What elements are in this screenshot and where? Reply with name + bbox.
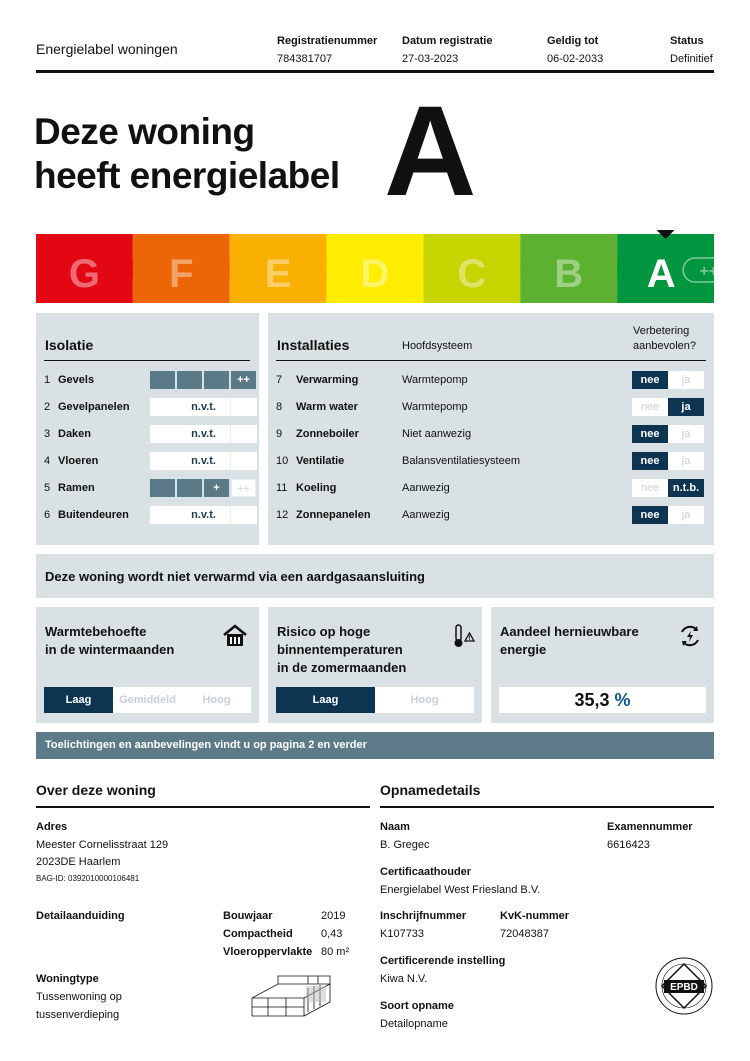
row-number: 4 <box>44 455 51 467</box>
isolatie-panel <box>36 313 259 545</box>
woningtype-label: Woningtype <box>36 973 99 985</box>
warmtebehoefte-title <box>45 623 174 659</box>
option-nee: nee <box>632 506 668 524</box>
warmte-option-laag: Laag <box>44 687 113 713</box>
warmte-option-hoog: Hoog <box>182 687 251 713</box>
row-number: 8 <box>276 401 283 413</box>
rating-nvt: n.v.t. <box>150 452 257 470</box>
risico-option-hoog: Hoog <box>375 687 474 713</box>
registratienummer-label: Registratienummer <box>277 35 378 47</box>
option-nee: nee <box>632 452 668 470</box>
woningtype-line1: Tussenwoning op <box>36 991 122 1003</box>
installatie-row <box>276 425 706 443</box>
installatie-row <box>276 506 706 524</box>
verbetering-toggle <box>632 425 704 443</box>
examennummer-label: Examennummer <box>607 821 693 833</box>
rating-nvt: n.v.t. <box>150 398 257 416</box>
woning-title: Over deze woning <box>36 782 156 798</box>
certificerende-instelling-label: Certificerende instelling <box>380 955 506 967</box>
verbetering-line2: aanbevolen? <box>633 340 697 352</box>
gas-note-panel <box>36 554 714 598</box>
hernieuwbaar-unit: % <box>614 690 631 710</box>
option-nee: nee <box>632 398 668 416</box>
isolatie-rule <box>44 360 250 361</box>
datum-value: 27-03-2023 <box>402 53 459 65</box>
headline-line1: Deze woning <box>34 111 255 152</box>
option-nee: nee <box>632 371 668 389</box>
option-ja: ja <box>668 452 704 470</box>
row-label: Buitendeuren <box>58 509 129 521</box>
installatie-row <box>276 371 706 389</box>
risico-title <box>277 623 406 677</box>
rating-cell <box>177 371 202 389</box>
kvk-label: KvK-nummer <box>500 910 570 922</box>
installaties-rule <box>276 360 706 361</box>
headline <box>34 110 340 198</box>
option-nee: nee <box>632 425 668 443</box>
svg-text:!: ! <box>468 636 471 642</box>
warmtebehoefte-line2: in de wintermaanden <box>45 642 175 657</box>
hernieuwbaar-value: 35,3 <box>574 690 610 710</box>
rating-cell-ghost: ++ <box>231 479 256 497</box>
certificaathouder-value: Energielabel West Friesland B.V. <box>380 884 541 896</box>
energy-class-d-letter: D <box>360 252 390 296</box>
inschrijfnummer-value: K107733 <box>380 928 425 940</box>
compactheid-value: 0,43 <box>321 928 343 940</box>
naam-label: Naam <box>380 821 410 833</box>
vloeroppervlakte-value: 80 m² <box>321 946 350 958</box>
energy-class-f-letter: F <box>169 252 194 296</box>
row-label: Warm water <box>296 401 358 413</box>
option-ja: ja <box>668 425 704 443</box>
verbetering-toggle <box>632 479 704 497</box>
epbd-logo <box>654 956 714 1016</box>
installatie-row <box>276 452 706 470</box>
status-value: Definitief <box>670 53 713 65</box>
woningtype-line2: tussenverdieping <box>36 1009 120 1021</box>
naam-value: B. Gregec <box>380 839 430 851</box>
detail-label: Detailaanduiding <box>36 910 125 922</box>
plus-rating-text: ++++ <box>699 263 737 280</box>
isolatie-row <box>44 452 254 470</box>
bouwjaar-value: 2019 <box>321 910 346 922</box>
row-number: 10 <box>276 455 289 467</box>
hernieuwbaar-title <box>500 623 639 659</box>
risico-panel <box>268 607 482 723</box>
row-label: Gevels <box>58 374 95 386</box>
document-title: Energielabel woningen <box>36 41 178 57</box>
kvk-value: 72048387 <box>500 928 549 940</box>
row-number: 1 <box>44 374 51 386</box>
rating-cell <box>150 371 175 389</box>
soort-opname-value: Detailopname <box>380 1018 448 1030</box>
hernieuwbaar-panel <box>491 607 714 723</box>
verbetering-line1: Verbetering <box>633 325 690 337</box>
geldig-value: 06-02-2033 <box>547 53 604 65</box>
rating-cells <box>150 479 256 497</box>
row-number: 6 <box>44 509 51 521</box>
woning-rule <box>36 806 370 808</box>
verbetering-toggle <box>632 398 704 416</box>
warmte-option-gemiddeld: Gemiddeld <box>113 687 182 713</box>
isolatie-title: Isolatie <box>45 337 94 353</box>
energy-class-a-letter: A <box>646 252 676 296</box>
bouwjaar-label: Bouwjaar <box>223 910 273 922</box>
row-label: Ramen <box>58 482 95 494</box>
isolatie-row <box>44 371 254 389</box>
status-label: Status <box>670 35 704 47</box>
verbetering-header <box>633 324 696 354</box>
geldig-label: Geldig tot <box>547 35 599 47</box>
inschrijfnummer-label: Inschrijfnummer <box>380 910 467 922</box>
warmtebehoefte-scale <box>44 687 251 713</box>
option-ja: n.t.b. <box>668 479 704 497</box>
hoofdsysteem-header: Hoofdsysteem <box>402 340 473 352</box>
renewable-energy-icon <box>677 623 703 649</box>
row-label: Zonnepanelen <box>296 509 371 521</box>
row-number: 11 <box>276 482 288 494</box>
warmtebehoefte-line1: Warmtebehoefte <box>45 624 147 639</box>
gas-note-text: Deze woning wordt niet verwarmd via een aardgasaansluiting <box>45 569 425 584</box>
row-system: Warmtepomp <box>402 401 468 413</box>
option-ja: ja <box>668 398 704 416</box>
adres-line1: Meester Cornelisstraat 129 <box>36 839 169 851</box>
isolatie-row <box>44 479 254 497</box>
installaties-panel <box>268 313 714 545</box>
rating-cell-value: ++ <box>231 371 256 389</box>
headline-line2: heeft energielabel <box>34 155 340 196</box>
risico-option-laag: Laag <box>276 687 375 713</box>
bag-id: BAG-ID: 0392010000106481 <box>36 874 140 883</box>
rating-cell <box>204 371 229 389</box>
option-ja: ja <box>668 506 704 524</box>
row-label: Vloeren <box>58 455 99 467</box>
energy-class-b-letter: B <box>554 252 584 296</box>
rating-cell <box>150 479 175 497</box>
opname-title: Opnamedetails <box>380 782 481 798</box>
header-rule <box>36 70 714 73</box>
hernieuwbaar-line2: energie <box>500 642 547 657</box>
row-label: Daken <box>58 428 92 440</box>
registratienummer-value: 784381707 <box>277 53 333 65</box>
datum-registratie <box>402 35 492 65</box>
certificaathouder-label: Certificaathouder <box>380 866 472 878</box>
row-label: Zonneboiler <box>296 428 359 440</box>
row-system: Aanwezig <box>402 482 450 494</box>
isolatie-row <box>44 398 254 416</box>
verbetering-toggle <box>632 452 704 470</box>
risico-scale <box>276 687 474 713</box>
compactheid-label: Compactheid <box>223 928 293 940</box>
warmtebehoefte-panel <box>36 607 259 723</box>
row-system: Balansventilatiesysteem <box>402 455 521 467</box>
row-number: 7 <box>276 374 283 386</box>
row-number: 9 <box>276 428 283 440</box>
risico-line3: in de zomermaanden <box>277 660 407 675</box>
status <box>670 35 713 65</box>
installatie-row <box>276 479 706 497</box>
thermometer-warning-icon <box>452 623 474 649</box>
certificerende-instelling-value: Kiwa N.V. <box>380 973 428 985</box>
row-system: Aanwezig <box>402 509 450 521</box>
energy-class-g-letter: G <box>68 252 100 296</box>
headline-label-letter: A <box>384 80 477 223</box>
toelichting-banner: Toelichtingen en aanbevelingen vindt u op pagina 2 en verder <box>36 732 714 759</box>
house-heat-icon <box>222 623 248 649</box>
row-label: Koeling <box>296 482 337 494</box>
datum-label: Datum registratie <box>402 35 493 47</box>
soort-opname-label: Soort opname <box>380 1000 454 1012</box>
adres-label: Adres <box>36 821 68 833</box>
vloeroppervlakte-label: Vloeroppervlakte <box>223 946 313 958</box>
row-system: Warmtepomp <box>402 374 468 386</box>
examennummer-value: 6616423 <box>607 839 650 851</box>
energy-label-bar <box>36 230 737 303</box>
isolatie-row <box>44 506 254 524</box>
row-number: 2 <box>44 401 51 413</box>
rating-nvt: n.v.t. <box>150 425 257 443</box>
option-ja: ja <box>668 371 704 389</box>
energy-class-e-letter: E <box>264 252 292 296</box>
geldig-tot <box>547 35 603 65</box>
row-number: 5 <box>44 482 51 494</box>
row-label: Gevelpanelen <box>58 401 130 413</box>
rating-cells <box>150 371 256 389</box>
verbetering-toggle <box>632 506 704 524</box>
rating-nvt: n.v.t. <box>150 506 257 524</box>
rating-cell-value: + <box>204 479 229 497</box>
energy-class-c-letter: C <box>457 252 487 296</box>
row-number: 3 <box>44 428 51 440</box>
hernieuwbaar-value-box <box>499 687 706 713</box>
registratienummer <box>277 35 377 65</box>
adres-line2: 2023DE Haarlem <box>36 856 121 868</box>
verbetering-toggle <box>632 371 704 389</box>
installatie-row <box>276 398 706 416</box>
woningtype-diagram-icon <box>248 972 334 1022</box>
option-nee: nee <box>632 479 668 497</box>
row-label: Ventilatie <box>296 455 345 467</box>
installaties-title: Installaties <box>277 337 350 353</box>
row-system: Niet aanwezig <box>402 428 472 440</box>
isolatie-row <box>44 425 254 443</box>
hernieuwbaar-line1: Aandeel hernieuwbare <box>500 624 639 639</box>
opname-rule <box>380 806 714 808</box>
row-number: 12 <box>276 509 289 521</box>
epbd-logo-text: EPBD <box>670 982 698 993</box>
rating-cell <box>177 479 202 497</box>
risico-line1: Risico op hoge <box>277 624 371 639</box>
row-label: Verwarming <box>296 374 359 386</box>
risico-line2: binnentemperaturen <box>277 642 403 657</box>
